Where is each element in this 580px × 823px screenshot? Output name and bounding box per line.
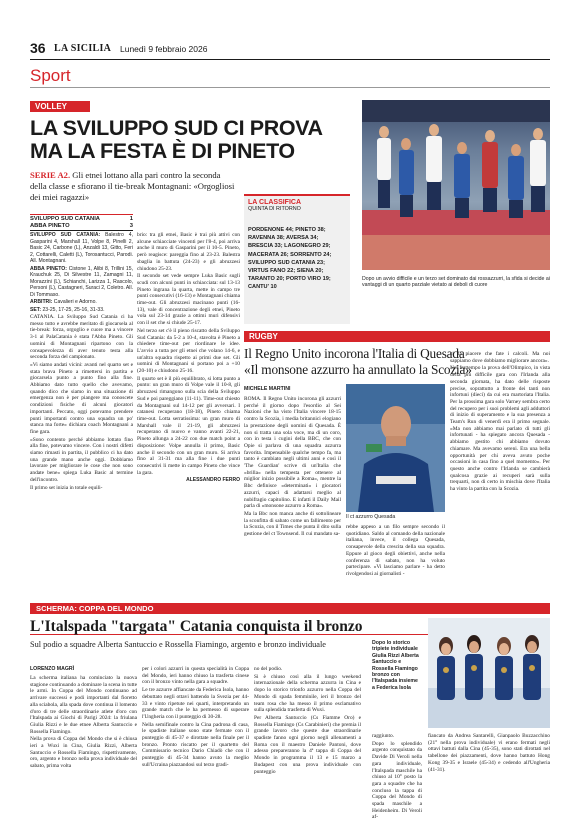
standings-row: VIRTUS FANO 22; SIENA 20; (248, 268, 324, 275)
scherma-paragraph: fiancato da Andrea Santarelli, Gianpaolo Buzzacchino (21° nella prova individuale) vi erano fermati negli ottavi battuti dalla Cina (45-35), sono stati dirottati nel tabellone dei piazzamenti, dove hanno battuto Hong Kong 39-35 e Israele (45-34) e cedendo all'Ungheria (41-31). (428, 733, 550, 773)
scherma-kicker: SCHERMA: COPPA DEL MONDO (30, 603, 550, 614)
scherma-paragraph: Si è chiuso così alla il lungo weekend internazionale della scherma azzurra in Cina e dopo lo storico trionfo azzurro nella Coppa del Mondo di spada femminile, ieri il bronzo del team rosa che ha messo il primo esclamativo sulla splendida trasferta di Wuxi. (254, 673, 361, 714)
standings-row: MACERATA 26; SORRENTO 24; (248, 251, 332, 258)
score-team1-value: 1 (129, 216, 133, 222)
section-rule (30, 87, 550, 88)
scherma-column-5 (428, 733, 550, 774)
scherma-paragraph: raggiunto. (372, 733, 395, 739)
scherma-byline: LORENZO MAGRÌ (30, 666, 75, 672)
section-title: Sport (30, 66, 71, 85)
volley-paragraph: Il primo set inizia in totale equili- (30, 484, 103, 491)
rugby-column-1 (244, 396, 341, 539)
volley-paragraph: Il quarto set è il più equilibrato, si lotta punto a punto: un gran muro di Volpe vale il 10-8, gli abruzzesi rimangono sulla scia della Sviluppo Sud e poi pareggiano (11-11). Time-out chiesto da Montagnani sul 14-12 per gli avversari. I catanesi recuperano (18-18), Pineto chiama time-out. Lotta serratissima: un gran muro di Marshall vale il 21-19, gli abruzzesi recuperano di nuovo e vanno avanti 22-21, Pineto allunga a 24-22 con due match point a disposizione: Volpe annulla il primo, Basic anche il secondo con un gran muro. Si arriva fino al 31-31 ma alla fine i due punti consecutivi li mette in campo Pineto che vince la gara. (137, 375, 240, 476)
score-team1: SVILUPPO SUD CATANIA (30, 216, 100, 222)
volley-standfirst (30, 170, 235, 203)
standings-row: TARANTO 20; PORTO VIRO 19; (248, 276, 331, 283)
rugby-paragraph: ci fa piacere che fate i calcoli. Ma noi sappiamo dove dobbiamo migliorare ancora». (450, 351, 550, 364)
scherma-paragraph: Nella prova di Coppa del Mondo che si è chiusa ieri a Wuxi in Cina, Giulia Rizzi, Alberta Santuccio e Rossella Fiamingo, rispettivamente, oro, argento e bronzo nella prova individuale del sabato, prima volta (30, 736, 137, 770)
issue-date: Lunedì 9 febbraio 2026 (120, 44, 208, 54)
scherma-headline: L'Italspada "targata" Catania conquista il bronzo (30, 618, 363, 635)
scherma-photo-caption: Dopo lo storico tripiete individuale Giulia Rizzi Alberta Santuccio e Rossella Fiamingo bronzo con l'Italspada insieme a Federica Isola (372, 640, 419, 691)
rugby-headline-line2: «Il monsone azzurro ha annullato la Scozia» (244, 362, 472, 377)
volley-headline-line2: MA LA FESTA È DI PINETO (30, 139, 295, 163)
rugby-paragraph: ROMA. Il Regno Unito incorona gli azzurri perché il giorno dopo l'esordio al Sei Nazioni che ha visto l'Italia vincere 18-15 contro la Scozia, i media britannici elogiano la prestazione degli uomini di Quesada. È non si tratta una sola voce, ma di un coro, con in testa i cugini della BBC, che con Opie si parlava di una squadra azzurra favorita. Impensabile qualche tempo fa, ma tanto è cambiato negli ultimi anni e così il 'The Guardian' scrive di un'Italia che «brilla» nella tempesta per ottenere al miglior inizio possibile a Roma», mentre la Bbc definisce «determinati» i giocatori azzurri, capaci di adattarsi meglio al nubifragio capitolino. E infatti il Daily Mail parla di «monsone azzurro a Roma». (244, 396, 341, 510)
volley-column-2 (137, 232, 240, 484)
standings-box (244, 194, 350, 324)
rugby-byline: MICHELE MARTINI (244, 386, 291, 392)
volley-column-1 (30, 232, 133, 492)
volley-paragraph: «Sono contento perché abbiamo lottato fino alla fine, potevamo vincere. Con i nostri difetti siamo rimasti in partita, il pubblico ci ha dato una grande mano anche oggi. Dobbiamo lavorare per migliorare le cose che non sono andate bene» spiega Luka Basic al termine dell'incontro. (30, 436, 133, 483)
tabellino-pineto: ABBA PINETO: Cistone 1, Alibi 8, Trillini 15, Krauchuk 25, Di Silvestre 11, Zamagni 11, Morazzini (L), Schianchi, Larizza 1, Rascolo, Personi (L), Castagneri, Suraci 2, Coletro. All. Di Tommaso. (30, 265, 133, 298)
rugby-paragraph: rebbe appeso a un filo sempre secondo il quotidiano. Saldo al comando della nazionale italiana, invece, il collega Quesada, consapevole della crescita della sua squadra. Eppure al gioco degli obiettivi, anche nella conferenza di sabato, non ha voluto partecipare. «Vi lasciamo parlare - ha detto rivolgendosi ai giornalisti - (346, 524, 445, 577)
volley-kicker: VOLLEY (30, 101, 90, 112)
rugby-column-3 (450, 351, 550, 494)
scherma-paragraph: Nella semifinale contro la Cina padrona di casa, le spadiste italiane sono state fermate con il punteggio di 45-37 e dirottate nella finale per il bronzo. Pronto riscatto per il quartetto del Commissario tecnico Dario Chiadò che con il punteggio di 45-34 hanno avuto la meglio sull'Ucraina piazzandosi sul terzo gradi- (142, 721, 249, 768)
volley-standfirst-text: Gli etnei lottano alla pari contro la seconda della classe e sfiorano il tie-break Montagnani: «Orgogliosi dei miei ragazzi» (30, 170, 235, 202)
volley-paragraph: CATANIA. La Sviluppo Sud Catania ci ha messo tutto e avrebbe meritato di giocarsela al tie-break: forza, orgoglio e cuore ma a vincere 3-1 al PalaCatania è stata l'Abba Pineto. Gli uomini di Montagnani ripartono con la consapevolezza di aver tenuto testa alla seconda forza del campionato. (30, 314, 133, 361)
standings-row: PORDENONE 44; PINETO 38; (248, 227, 326, 233)
standings-row: BRESCIA 33; LAGONEGRO 29; (248, 243, 331, 250)
scherma-paragraph: no del podio. (254, 666, 283, 672)
tabellino-arbitri: ARBITRI: Cavalieri e Adorno. (30, 299, 97, 305)
scherma-paragraph: La scherma italiana ha cominciato la nuova stagione continuando a dominare la scena in tutte le armi. In Coppa del Mondo continuano ad arrivare successi e podi importanti dal fioretto alla sciabola, alla spada dove continua il lomento d'oro di tre delle straordinarie atlete d'oro con l'Italspada ai Giochi di Parigi 2024: la friulana Giulia Rizzi e le due etnee Alberta Santuccio e Rossella Fiamingo. (30, 675, 137, 735)
standings-list (248, 226, 346, 292)
standings-row: CANTU' 10 (248, 284, 277, 291)
rugby-headline-line1: Il Regno Unito incorona l'Italia di Quesada (244, 346, 465, 361)
page-header (30, 40, 550, 60)
volley-paragraph: Il secondo set vede sempre Luka Basic sugli scudi con alcuni punti in schiacciata: sul 13-13 Pineto ingrana la quarta, mette in campo tre punti consecutivi (16-13) e Montagnani chiama time-out. Gli abruzzesi macinano punti (16-13), vale di concentrazione degli etnei, Pineto vola sul 23-14 grazie a ottimi muri difensivi con il set che si chiude 25-17. (137, 273, 240, 327)
scherma-column-4 (372, 733, 422, 822)
rugby-photo-caption: Il ct azzurro Quesada (346, 514, 396, 520)
standings-subtitle: QUINTA DI RITORNO (248, 206, 301, 212)
rugby-paragraph: Nel frattempo la prova dell'Olimpico, in vista della più difficile gara con l'Irlanda alla seconda giornata, ha dato delle risposte precise, soprattutto a fronte dei tanti non infortuni (dieci) da cui era martoriata l'Italia. Per la prossima gara solo Varney sembra certo del recupero per i suoi problemi agli adduttori di inizio di superamento e la sua presenza a Team's Run di venerdì era il primo segnale. «Ma non abbiamo mai parlato di tutti gli infortunati - ha spiegato ancora Quesada - abbiamo gestito chi abbiamo dovuto chiamare. Ma avevamo sereni. Era una bella opportunità per chi aveva avuto poche occasioni in casa fino a quel momento». Per questo anche contro l'Irlanda se cambierà qualcosa grazie ai recuperi sarà sulla trequarti, non di certo in mischia dove l'Italia ha vinto la partita con la Scozia. (450, 365, 550, 493)
volley-photo-caption: Dopo un avvio difficile e un terzo set dominato dai rossazzurri, la sfida si decide ai vantaggi di un quarto parziale vietato ai deboli di cuore (362, 276, 550, 289)
newspaper-name: LA SICILIA (54, 43, 112, 54)
scherma-column-2 (142, 666, 249, 770)
scherma-paragraph: per i colori azzurri in questa specialità in Coppa del Mondo, ieri hanno chiuso la trasferta cinese con il bronzo vinto nella gara a squadre. (142, 666, 249, 686)
standings-row: RAVENNA 38; AVERSA 34; (248, 235, 319, 242)
scherma-paragraph: Dopo lo splendido argento conquistato da Davide Di Veroli nella gara individuale, l'Italspada maschile ha chiuso al 10° posto la gara a squadre che ha concluso la tappa di Coppa del Mondo di spada maschile a Heidenheim. Di Veroli af- (372, 740, 422, 821)
score-team2: ABBA PINETO (30, 223, 70, 229)
scherma-paragraph: Per Alberta Santuccio (Cs Fiamme Oro) e Rossella Fiamingo (Cs Carabinieri) che premia il grande lavoro che queste due straordinarie spadiste fanno ogni giorno negli allenamenti a Roma con il maestro Daniele Pantoni, dove adesso prepareranno la 4ª tappa di Coppa del Mondo in programma il 13 e 15 marzo a Budapest con una prova individuale con punteggio (254, 714, 361, 775)
volley-byline: ALESSANDRO FERRO (186, 477, 240, 484)
standings-row: SVILUPPO SUD CATANIA 23; (248, 259, 325, 266)
volley-paragraph: Nel terzo set c'è il pieno riscatto della Sviluppo Sud Catania: da 5-2 a 10-4, stavolta è Pineto a chiedere time-out per riordinare le idee. L'avvio a tutta per gli etnei che volano 14-6, e un'altra squadra rispetto ai primi due set. Gli uomini di Montagnani si portano poi a +10 (20-10) e chiudono 25-16. (137, 327, 240, 375)
scherma-paragraph: Le tre azzurre affiancate da Federica Isola, hanno debuttato negli ottavi battendo la Svezia per 44-33 e vinto ripetute nei quarti, interpretando un grande match che le ha permesso di superare l'Ungheria con il punteggio di 30-28. (142, 687, 249, 720)
rugby-column-2 (346, 524, 445, 579)
scherma-subhead: Sul podio a squadre Alberta Santuccio e Rossella Fiamingo, argento e bronzo individuale (30, 640, 326, 649)
volley-headline (30, 117, 380, 163)
rugby-kicker: RUGBY (244, 331, 550, 342)
tabellino-set: SET: 23-25, 17-25, 25-16, 31-33. (30, 306, 105, 313)
standings-title: LA CLASSIFICA (248, 199, 302, 206)
rugby-paragraph: Ma la Bbc non manca anche di sottolineare la sconfitta di sabato come un fallimento per la Scozia, con il Times che punta il dito sulla gestione del ct Townsend. Il cui mandato sa- (244, 510, 341, 538)
volley-paragraph: brio: tra gli etnei, Basic è trai più attivi con alcune schiacciate vincenti per l'8-4, poi arriva anche il muro di Gasparini per il 10-5. Pineto, però reagisce: pareggia fino al 23-23. Balestra sbaglia in battuta (24-23) e gli abruzzesi chiudono 25-23. (137, 232, 240, 272)
volley-team-photo (362, 100, 550, 270)
scherma-team-photo (428, 618, 550, 728)
tabellino-catania: SVILUPPO SUD CATANIA: Balestro 4, Gasparini 4, Marshall 11, Volpe 8, Pinelli 2, Basic 24, Carbone (L), Anzaldi 13, Gitto, Feri 2, Cottarelli, Caletti (L), Torosantucci, Parodi. All. Montagnani. (30, 232, 133, 264)
scherma-column-1 (30, 675, 137, 771)
volley-standfirst-lead: SERIE A2. (30, 170, 71, 180)
rugby-coach-photo (346, 384, 445, 512)
scherma-column-3 (254, 666, 361, 776)
score-team2-value: 3 (129, 223, 133, 229)
volley-scorebox (30, 214, 133, 231)
header-rule (30, 59, 550, 60)
page-number: 36 (30, 40, 46, 56)
volley-headline-line1: LA SVILUPPO SUD CI PROVA (30, 116, 323, 140)
volley-paragraph: «Vi siamo andati vicini: avanti nel quarto set e stata brava Pineto a rimettersi in partita e giocarsela punto a punto fino alla fine. Abbiamo dato tutto quello che avevamo, quando dico che siamo in una situazione di emergenza non è per piangere ma conoscete condizioni fisiche di alcuni giocatori importanti. Peccato, oggi potevamo prendere punti importanti contro una squadra un po' stanca ma forte» dichiara coach Montagnani a fine gara. (30, 361, 133, 435)
